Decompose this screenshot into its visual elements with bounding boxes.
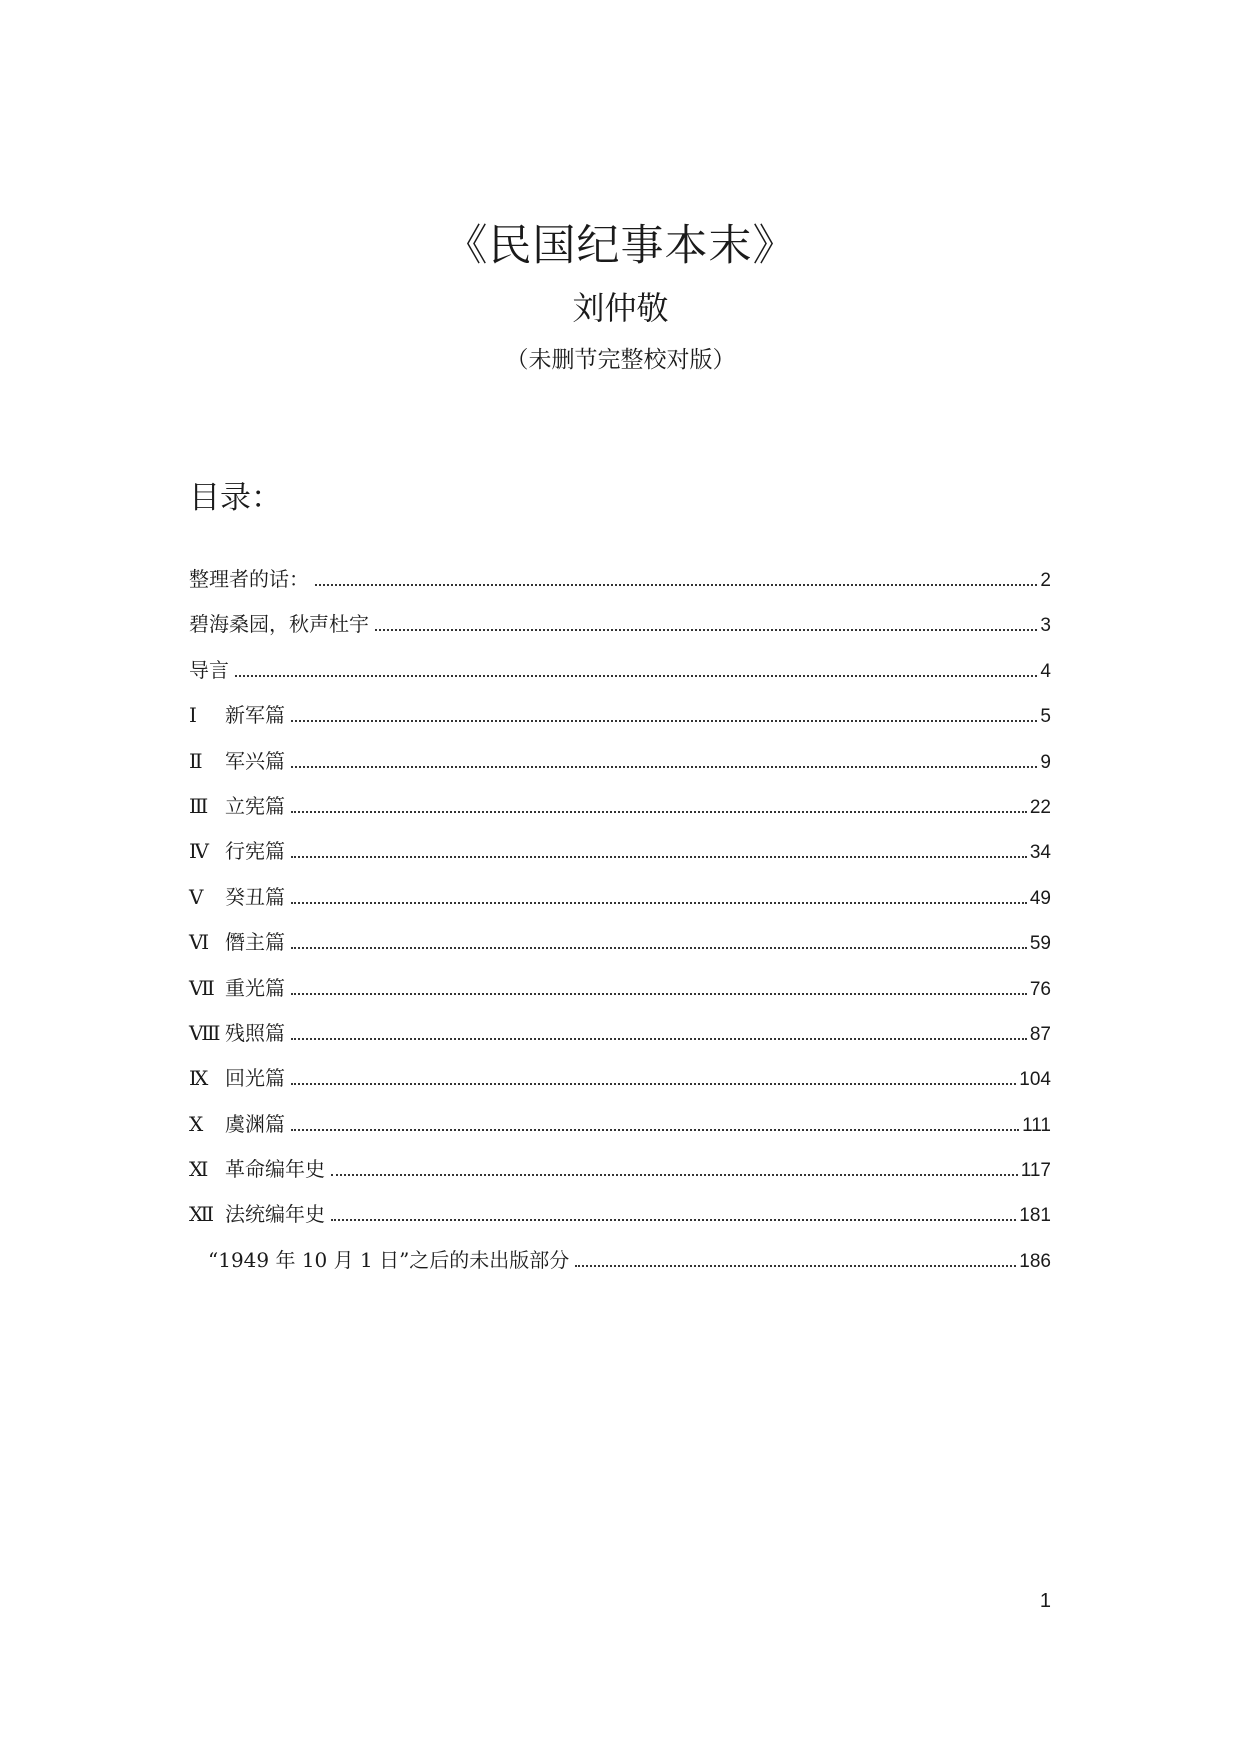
- toc-entry-numeral: Ⅺ: [189, 1157, 209, 1182]
- table-of-contents: [189, 564, 1051, 1290]
- dot-leader: [291, 811, 1027, 813]
- document-title: 《民国纪事本末》: [444, 221, 797, 271]
- toc-entry-numeral: Ⅷ: [189, 1020, 221, 1045]
- toc-entry-chapter-12[interactable]: [189, 1199, 1051, 1244]
- toc-entry-numeral: Ⅴ: [189, 884, 204, 909]
- toc-entry-chapter-10[interactable]: [189, 1109, 1051, 1154]
- toc-entry-page: 2: [1040, 570, 1051, 591]
- toc-entry-numeral: Ⅻ: [189, 1202, 215, 1227]
- toc-entry-page: 9: [1040, 751, 1051, 773]
- toc-entry-label: 回光篇: [225, 1066, 285, 1091]
- toc-entry-label: 军兴篇: [225, 748, 285, 773]
- toc-entry-chapter-3[interactable]: [189, 791, 1051, 836]
- page-number: 1: [1039, 1590, 1051, 1612]
- toc-entry-numeral: Ⅱ: [189, 748, 203, 773]
- toc-entry-chapter-6[interactable]: [189, 927, 1051, 972]
- dot-leader: [291, 1083, 1016, 1085]
- document-edition: （未删节完整校对版）: [505, 347, 736, 373]
- toc-entry-label: 重光篇: [225, 975, 285, 1000]
- toc-entry-numeral: Ⅲ: [189, 793, 209, 818]
- dot-leader: [291, 1129, 1019, 1131]
- toc-entry-numeral: Ⅶ: [189, 975, 215, 1000]
- toc-entry-label: 整理者的话：: [189, 567, 309, 591]
- toc-entry-page: 186: [1019, 1250, 1051, 1272]
- toc-entry-label: 导言: [189, 657, 229, 682]
- toc-entry-page: 76: [1029, 978, 1051, 1000]
- toc-entry-page: 111: [1022, 1114, 1051, 1136]
- dot-leader: [235, 675, 1037, 677]
- toc-entry-label: 癸丑篇: [225, 884, 285, 909]
- dot-leader: [291, 902, 1027, 904]
- toc-entry-label: 僭主篇: [225, 930, 285, 955]
- toc-entry-label: 碧海桑园，秋声杜宇: [189, 612, 369, 637]
- toc-entry-label: 新军篇: [225, 703, 285, 728]
- document-author: 刘仲敬: [572, 289, 669, 327]
- toc-entry-page: 3: [1040, 615, 1051, 637]
- dot-leader: [375, 629, 1037, 631]
- toc-entry-label: 立宪篇: [225, 793, 285, 818]
- dot-leader: [575, 1265, 1016, 1267]
- toc-entry-label: 革命编年史: [225, 1157, 325, 1182]
- dot-leader: [291, 856, 1027, 858]
- toc-entry-label: 法统编年史: [225, 1202, 325, 1227]
- toc-entry-label: 残照篇: [225, 1020, 285, 1045]
- toc-entry-numeral: Ⅵ: [189, 930, 210, 955]
- toc-entry-page: 117: [1020, 1160, 1051, 1182]
- toc-entry-page: 5: [1040, 706, 1051, 728]
- dot-leader: [291, 720, 1037, 722]
- toc-entry-chapter-9[interactable]: [189, 1063, 1051, 1108]
- toc-entry-page: 59: [1029, 933, 1051, 955]
- toc-entry-numeral: Ⅰ: [189, 703, 197, 728]
- toc-entry-page: 49: [1029, 887, 1051, 909]
- toc-entry-chapter-5[interactable]: [189, 882, 1051, 927]
- toc-entry-preface[interactable]: [189, 609, 1051, 654]
- toc-entry-editor-note[interactable]: [189, 564, 1051, 609]
- dot-leader: [291, 1038, 1027, 1040]
- toc-entry-page: 181: [1019, 1205, 1051, 1227]
- dot-leader: [331, 1219, 1016, 1221]
- toc-entry-chapter-7[interactable]: [189, 973, 1051, 1018]
- toc-entry-numeral: Ⅳ: [189, 839, 209, 864]
- toc-entry-page: 34: [1029, 842, 1051, 864]
- toc-heading: 目录：: [189, 480, 282, 516]
- dot-leader: [291, 993, 1027, 995]
- toc-entry-unpublished[interactable]: [189, 1245, 1051, 1290]
- dot-leader: [291, 766, 1037, 768]
- toc-entry-chapter-1[interactable]: [189, 700, 1051, 745]
- toc-entry-numeral: Ⅹ: [189, 1111, 204, 1136]
- toc-entry-page: 104: [1019, 1069, 1051, 1091]
- toc-entry-page: 4: [1040, 660, 1051, 682]
- toc-entry-numeral: Ⅸ: [189, 1066, 209, 1091]
- toc-entry-label: 虞渊篇: [225, 1111, 285, 1136]
- toc-entry-chapter-11[interactable]: [189, 1154, 1051, 1199]
- toc-entry-label: “1949 年 10 月 1 日”之后的未出版部分: [208, 1247, 570, 1272]
- toc-entry-introduction[interactable]: [189, 655, 1051, 700]
- toc-entry-page: 22: [1029, 796, 1051, 818]
- toc-entry-chapter-4[interactable]: [189, 836, 1051, 881]
- dot-leader: [331, 1174, 1018, 1176]
- dot-leader: [315, 584, 1037, 586]
- toc-entry-label: 行宪篇: [225, 839, 285, 864]
- toc-entry-page: 87: [1029, 1023, 1051, 1045]
- toc-entry-chapter-2[interactable]: [189, 746, 1051, 791]
- toc-entry-chapter-8[interactable]: [189, 1018, 1051, 1063]
- dot-leader: [291, 947, 1027, 949]
